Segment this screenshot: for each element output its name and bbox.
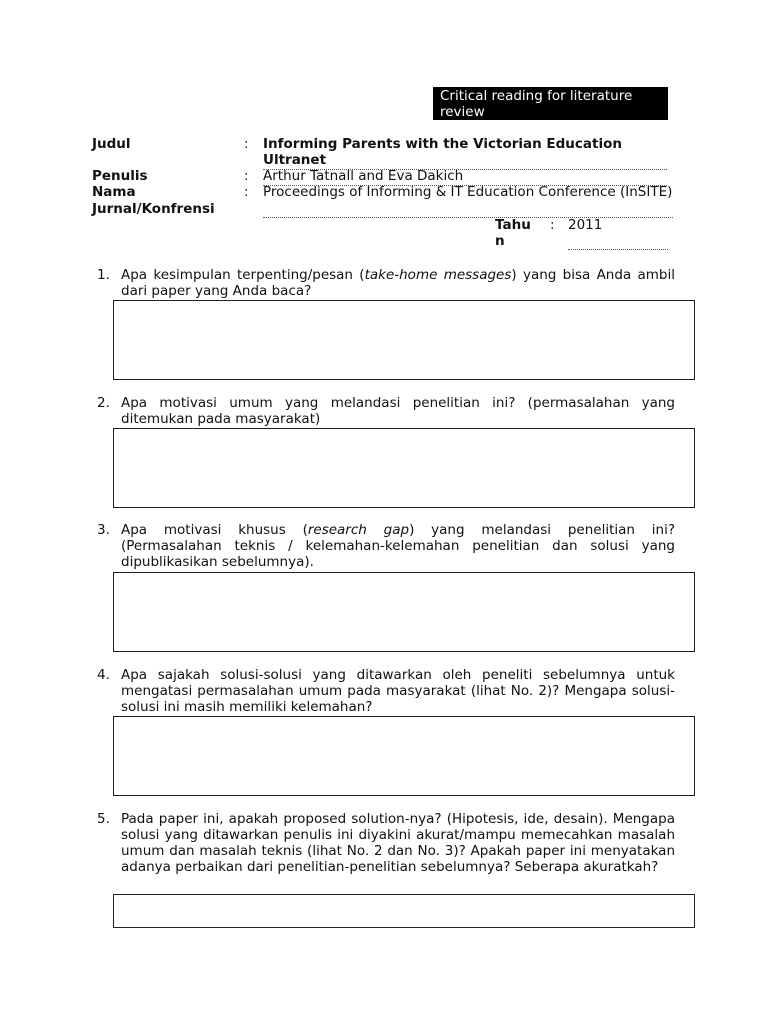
question-3-text (121, 522, 675, 570)
penulis-value: Arthur Tatnall and Eva Dakich (263, 168, 667, 186)
tahun-colon: : (550, 217, 555, 233)
question-2-number: 2. (97, 395, 110, 411)
answer-box-4[interactable] (113, 716, 695, 796)
question-3-number: 3. (97, 522, 110, 538)
question-3-text-emphasis: research gap (307, 522, 410, 538)
answer-box-3[interactable] (113, 572, 695, 652)
jurnal-label-line1: Nama (92, 184, 136, 200)
penulis-colon: : (244, 168, 249, 184)
tahun-value: 2011 (568, 217, 668, 250)
question-4-number: 4. (97, 667, 110, 683)
tahun-label-line2: n (495, 233, 505, 249)
tahun-label-line1: Tahu (495, 217, 531, 233)
question-1-text-after: ) yang bisa Anda ambil dari paper yang Anda baca? (121, 267, 675, 299)
question-1-text (121, 267, 675, 299)
jurnal-colon: : (244, 184, 249, 200)
answer-box-1[interactable] (113, 300, 695, 380)
answer-box-5[interactable] (113, 894, 695, 928)
question-3-text-before: Apa motivasi khusus ( (121, 522, 308, 538)
question-3-text-after: ) yang melandasi penelitian ini? (Permasalahan teknis / kelemahan-kelemahan penelitian dan solusi yang dipublikasikan sebelumnya). (121, 522, 675, 570)
question-1-text-emphasis: take-home messages (364, 267, 512, 283)
tahun-label (495, 217, 535, 249)
judul-value: Informing Parents with the Victorian Education Ultranet (263, 136, 667, 170)
penulis-label: Penulis (92, 168, 148, 184)
question-1-text-before: Apa kesimpulan terpenting/pesan ( (121, 267, 365, 283)
question-4-text: Apa sajakah solusi-solusi yang ditawarkan oleh peneliti sebelumnya untuk mengatasi permasalahan umum pada masyarakat (lihat No. 2)? Mengapa solusi-solusi ini masih memiliki kelemahan? (121, 667, 675, 715)
question-1-number: 1. (97, 267, 110, 283)
jurnal-label-line2: Jurnal/Konfrensi (92, 201, 215, 217)
document-title-box (433, 87, 668, 120)
question-5-text: Pada paper ini, apakah proposed solution-nya? (Hipotesis, ide, desain). Mengapa solusi yang ditawarkan penulis ini diyakini akurat/mampu memecahkan masalah umum dan masalah teknis (lihat No. 2 dan No. 3)? Apakah paper ini menyatakan adanya perbaikan dari penelitian-penelitian sebelumnya? Seberapa akuratkah? (121, 811, 675, 875)
question-5-number: 5. (97, 811, 110, 827)
jurnal-value: Proceedings of Informing & IT Education Conference (InSITE) (263, 184, 673, 218)
judul-colon: : (244, 136, 249, 152)
answer-box-2[interactable] (113, 428, 695, 508)
document-title: Critical reading for literature review (440, 88, 633, 120)
judul-label: Judul (92, 136, 131, 152)
question-2-text: Apa motivasi umum yang melandasi penelitian ini? (permasalahan yang ditemukan pada masyarakat) (121, 395, 675, 427)
